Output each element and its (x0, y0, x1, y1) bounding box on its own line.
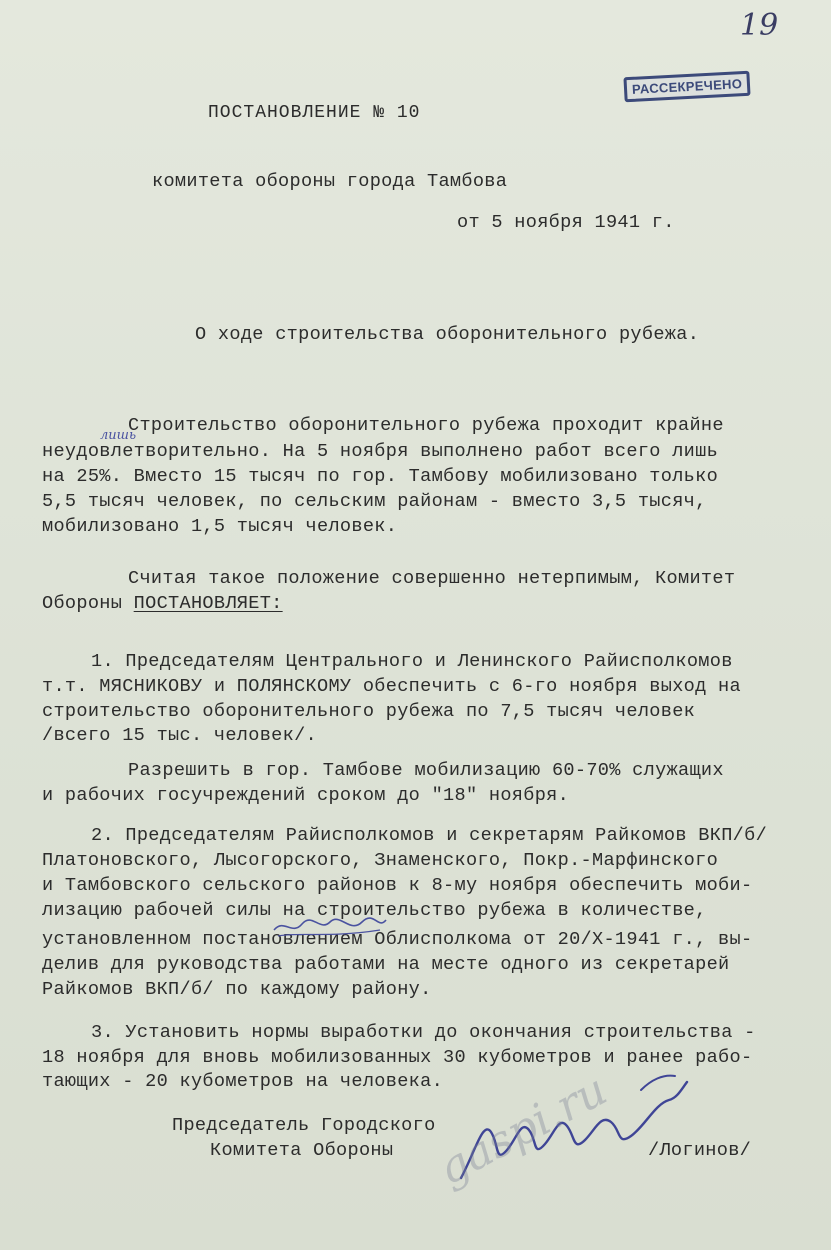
document-title: ПОСТАНОВЛЕНИЕ № 10 (208, 103, 421, 123)
item2-line: делив для руководства работами на месте одного из секретарей (42, 954, 730, 975)
intro-line: 5,5 тысяч человек, по сельским районам - вместо 3,5 тысяч, (42, 491, 707, 512)
resolution-keyword: ПОСТАНОВЛЯЕТ: (133, 593, 283, 614)
declassified-stamp: РАССЕКРЕЧЕНО (623, 71, 750, 103)
resolution-line: Считая такое положение совершенно нетерпимым, Комитет (128, 568, 736, 589)
item3-line: тающих - 20 кубометров на человека. (42, 1071, 444, 1092)
page-number: 19 (740, 8, 779, 43)
item1-extra-line: Разрешить в гор. Тамбове мобилизацию 60-70% служащих (128, 760, 724, 781)
intro-line: на 25%. Вместо 15 тысяч по гор. Тамбову мобилизовано только (42, 466, 719, 487)
item2-line: Райкомов ВКП/б/ по каждому району. (42, 979, 432, 1000)
item1-line: /всего 15 тыс. человек/. (42, 725, 317, 746)
item2-line: и Тамбовского сельского районов к 8-му ноября обеспечить моби- (42, 875, 753, 896)
item2-line: Платоновского, Лысогорского, Знаменского, Покр.-Марфинского (42, 850, 719, 871)
item1-line: т.т. МЯСНИКОВУ и ПОЛЯНСКОМУ обеспечить с 6-го ноября выход на (42, 676, 741, 697)
resolution-prefix: Обороны (42, 593, 134, 614)
item1-line: строительство оборонительного рубежа по 7,5 тысяч человек (42, 701, 696, 722)
item2-line: лизацию рабочей силы на строительство рубежа в количестве, (42, 900, 707, 921)
resolution-line (42, 595, 283, 614)
handwritten-correction (270, 912, 390, 942)
item1-line: 1. Председателям Центрального и Ленинского Райисполкомов (91, 651, 733, 672)
signatory-title: Председатель Городского (172, 1115, 436, 1136)
signatory-name: /Логинов/ (648, 1140, 752, 1161)
intro-line: Строительство оборонительного рубежа проходит крайне (128, 415, 724, 436)
document-subject: О ходе строительства оборонительного рубежа. (195, 324, 700, 345)
signatory-title: Комитета Обороны (210, 1140, 394, 1161)
document-subtitle: комитета обороны города Тамбова (152, 171, 508, 192)
intro-line: мобилизовано 1,5 тысяч человек. (42, 516, 398, 537)
item2-line: установленном постановлением Облисполкома от 20/Х-1941 г., вы- (42, 929, 753, 950)
handwritten-note: лишь (100, 428, 137, 443)
document-date: от 5 ноября 1941 г. (457, 212, 675, 233)
watermark: gaspi.ru (430, 1064, 616, 1196)
item2-line: 2. Председателям Райисполкомов и секретарям Райкомов ВКП/б/ (91, 825, 768, 846)
item3-line: 3. Установить нормы выработки до окончания строительства - (91, 1022, 756, 1043)
intro-line: неудовлетворительно. На 5 ноября выполнено работ всего лишь (42, 441, 719, 462)
item1-extra-line: и рабочих госучреждений сроком до "18" ноября. (42, 785, 570, 806)
item3-line: 18 ноября для вновь мобилизованных 30 кубометров и ранее рабо- (42, 1047, 753, 1068)
